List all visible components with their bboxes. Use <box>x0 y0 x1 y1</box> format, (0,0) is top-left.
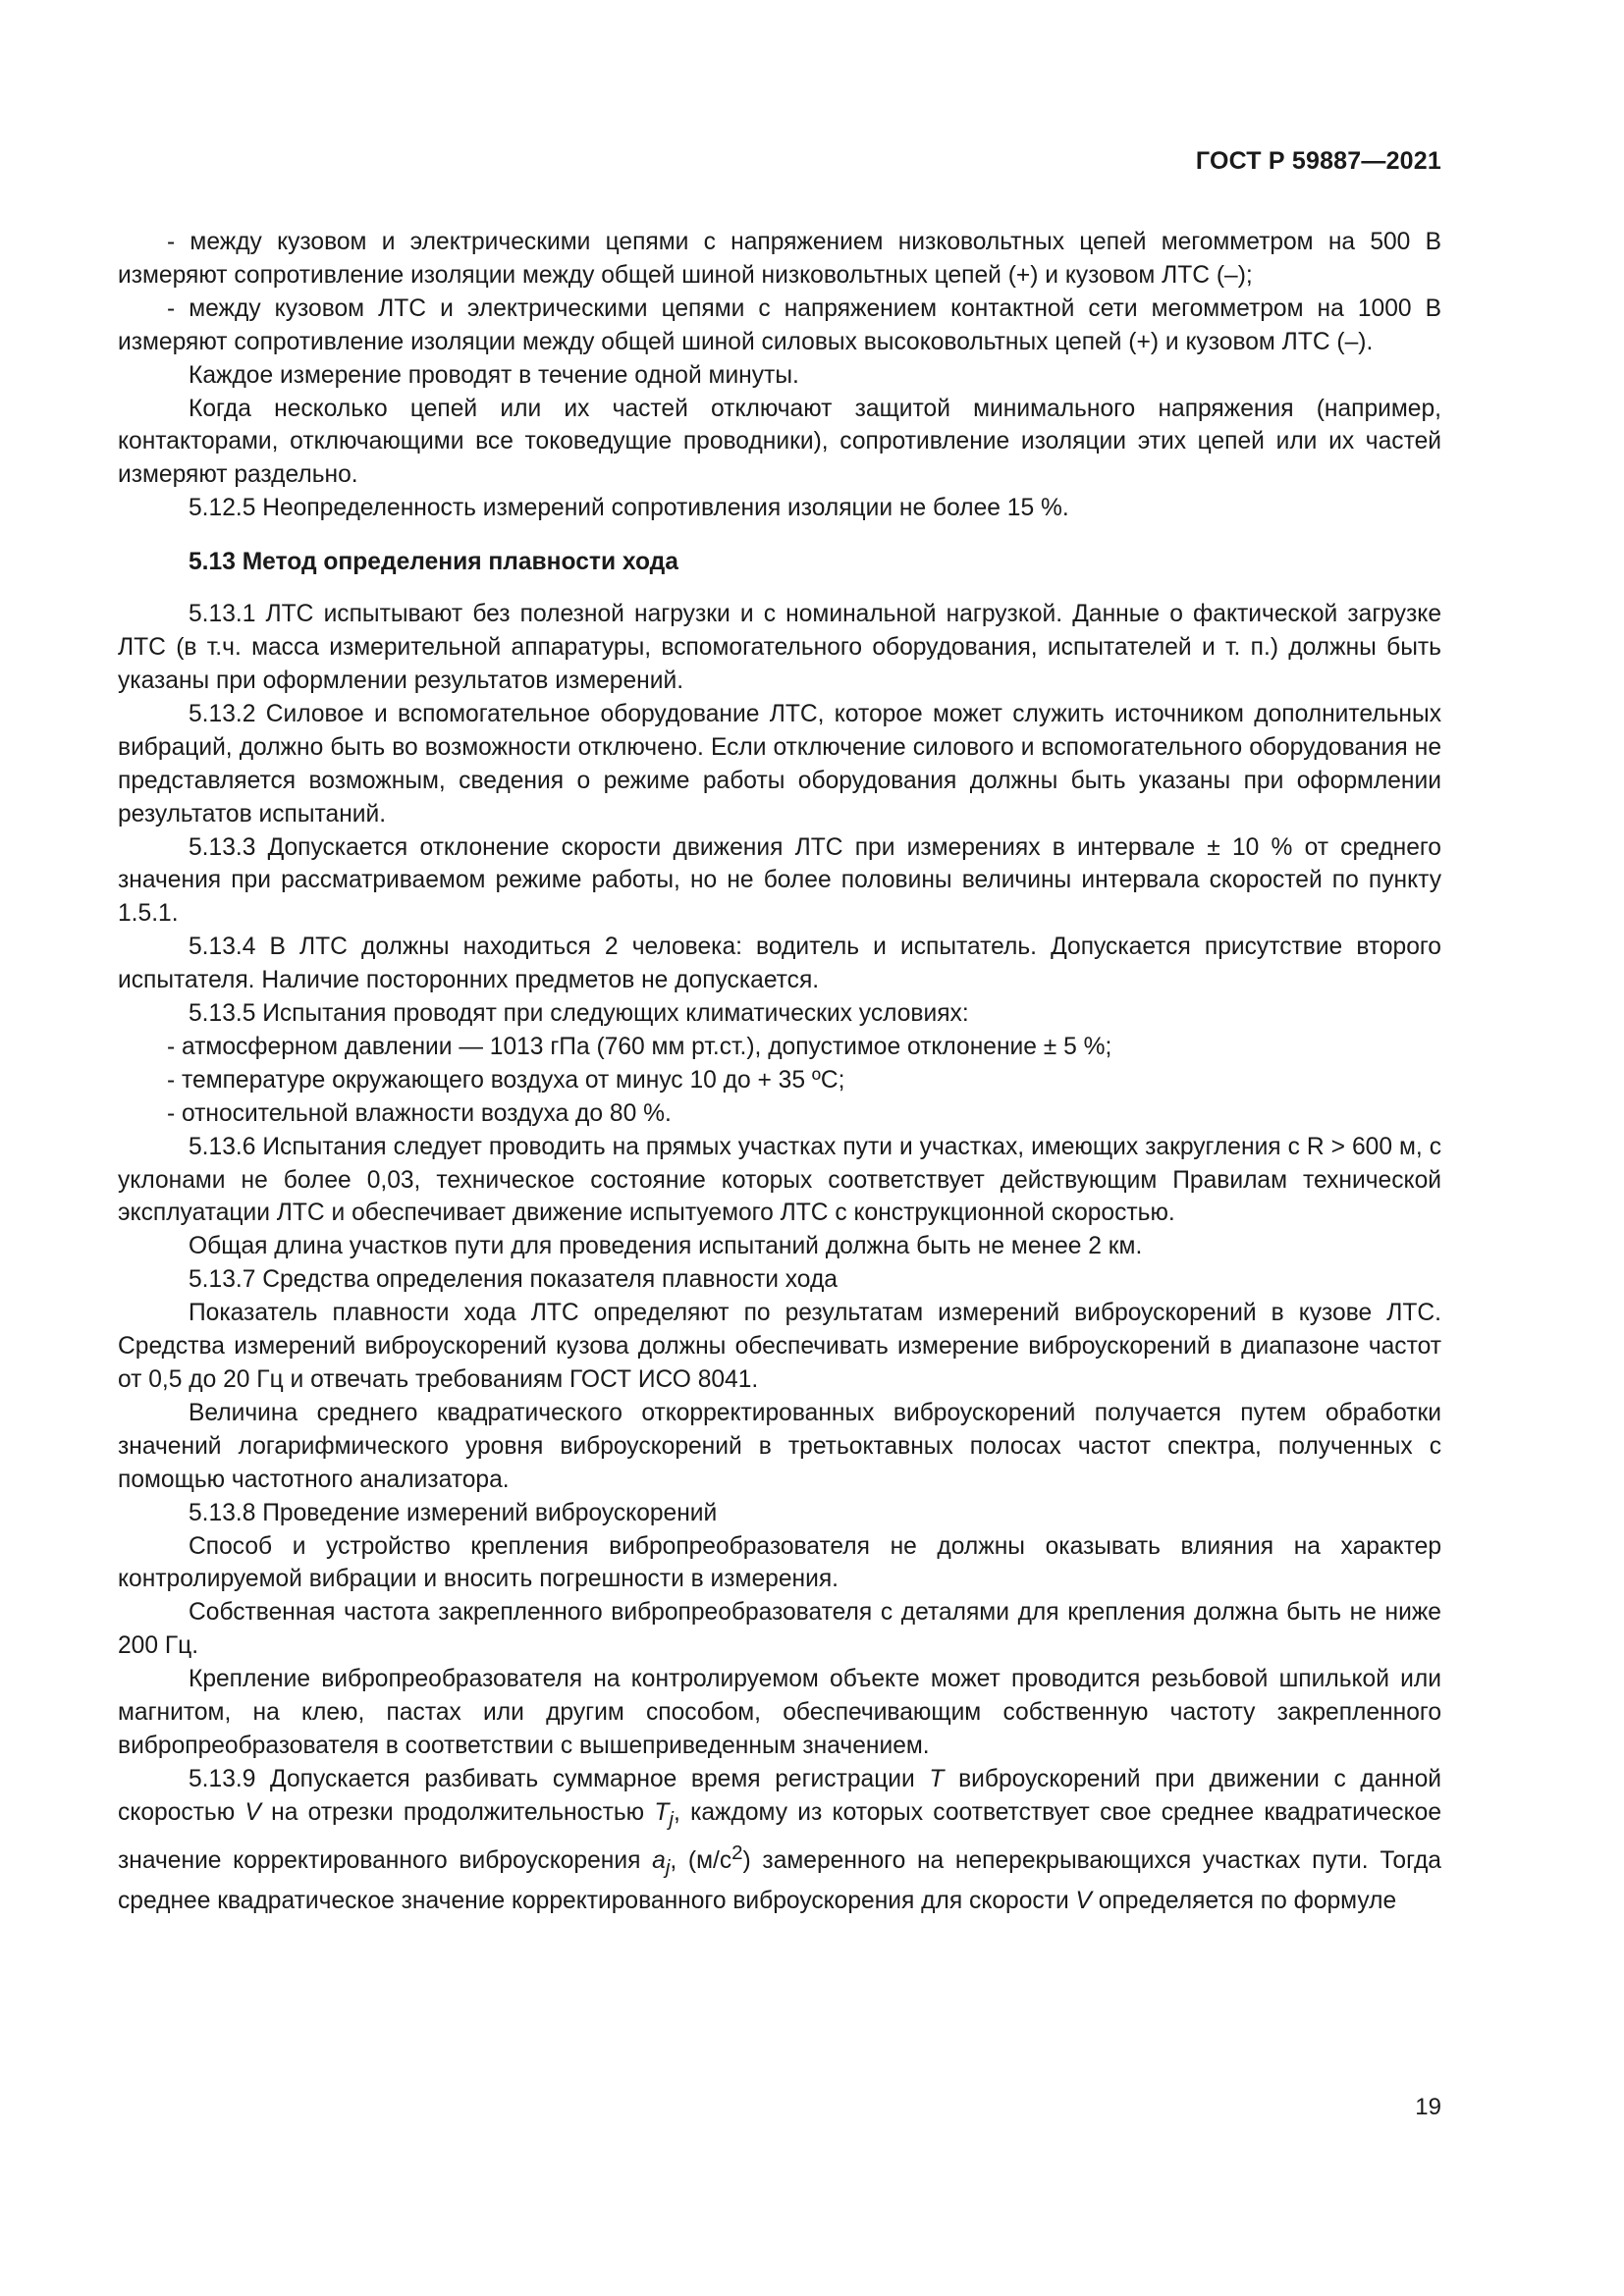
formula-intro-paragraph <box>118 1763 1441 1918</box>
subsection-title: 5.13.7 Средства определения показателя плавности хода <box>189 1266 838 1294</box>
paragraph: 5.12.5 Неопределенность измерений сопротивления изоляции не более 15 %. <box>189 495 1069 522</box>
variable-T: T <box>929 1765 945 1792</box>
text-run: , (м/с <box>670 1846 732 1874</box>
subscript-j: j <box>665 1855 671 1879</box>
variable-V: V <box>1075 1887 1092 1914</box>
paragraph: 5.13.6 Испытания следует проводить на прямых участках пути и участках, имеющих закругления с R > 600 м, с уклонами не более 0,03, техническое состояние которых соответствует действующим Правилам технической эксплуатации ЛТС и обеспечивает движение испытуемого ЛТС с конструкционной скоростью. <box>118 1133 1441 1227</box>
variable-V: V <box>244 1798 261 1826</box>
text-run: ) замеренного на неперекрывающихся участках пути. Тогда среднее квадратическое значение корректированного виброускорения для скорости <box>118 1846 1441 1914</box>
text-run: виброускорений при движении с данной скоростью <box>118 1765 1442 1826</box>
paragraph: 5.13.3 Допускается отклонение скорости движения ЛТС при измерениях в интервале ± 10 % от среднего значения при рассматриваемом режиме работы, но не более половины величины интервала скоростей по пункту 1.5.1. <box>118 833 1441 928</box>
paragraph: - между кузовом ЛТС и электрическими цепями с напряжением контактной сети мегомметром на 1000 В измеряют сопротивление изоляции между общей шиной силовых высоковольтных цепей (+) и кузовом ЛТС (–). <box>118 294 1441 355</box>
subsection-title: 5.13.8 Проведение измерений виброускорений <box>189 1499 718 1526</box>
text-run: определяется по формуле <box>1091 1887 1397 1914</box>
variable-Tj: T <box>654 1798 670 1826</box>
page-number: 19 <box>1415 2094 1441 2120</box>
section-heading: 5.13 Метод определения плавности хода <box>189 549 678 576</box>
standard-header: ГОСТ Р 59887—2021 <box>1195 147 1441 175</box>
document-body <box>118 226 1441 1918</box>
list-item: - атмосферном давлении — 1013 гПа (760 мм рт.ст.), допустимое отклонение ± 5 %; <box>167 1033 1112 1060</box>
superscript-2: 2 <box>731 1841 743 1864</box>
paragraph: 5.13.1 ЛТС испытывают без полезной нагрузки и с номинальной нагрузкой. Данные о фактической загрузке ЛТС (в т.ч. масса измерительной аппаратуры, вспомогательного оборудования, испытателей и т. п.) должны быть указаны при оформлении результатов измерений. <box>118 601 1441 694</box>
paragraph: Собственная частота закрепленного вибропреобразователя с деталями для крепления должна быть не ниже 200 Гц. <box>118 1599 1441 1660</box>
list-item: - относительной влажности воздуха до 80 %. <box>167 1099 672 1127</box>
paragraph: Показатель плавности хода ЛТС определяют по результатам измерений виброускорений в кузове ЛТС. Средства измерений виброускорений кузова должны обеспечивать измерение виброускорений в диапазоне частот от 0,5 до 20 Гц и отвечать требованиям ГОСТ ИСО 8041. <box>118 1300 1441 1393</box>
paragraph: - между кузовом и электрическими цепями с напряжением низковольтных цепей мегомметром на 500 В измеряют сопротивление изоляции между общей шиной низковольтных цепей (+) и кузовом ЛТС (–); <box>118 229 1441 289</box>
text-run: на отрезки продолжительностью <box>260 1798 655 1826</box>
subscript-j: j <box>669 1807 674 1831</box>
paragraph: 5.13.4 В ЛТС должны находиться 2 человека: водитель и испытатель. Допускается присутствие второго испытателя. Наличие посторонних предметов не допускается. <box>118 934 1441 994</box>
variable-aj: a <box>652 1846 666 1874</box>
paragraph: Каждое измерение проводят в течение одной минуты. <box>189 361 799 389</box>
text-run: , каждому из которых соответствует свое среднее квадратическое значение корректированного виброускорения <box>118 1798 1441 1874</box>
paragraph: 5.13.5 Испытания проводят при следующих климатических условиях: <box>189 1000 969 1028</box>
paragraph: Способ и устройство крепления вибропреобразователя не должны оказывать влияния на характер контролируемой вибрации и вносить погрешности в измерения. <box>118 1532 1441 1593</box>
paragraph: Когда несколько цепей или их частей отключают защитой минимального напряжения (например, контакторами, отключающими все токоведущие проводники), сопротивление изоляции этих цепей или их частей измеряют раздельно. <box>118 395 1441 489</box>
paragraph: Величина среднего квадратического откорректированных виброускорений получается путем обработки значений логарифмического уровня виброускорений в третьоктавных полосах частот спектра, полученных с помощью частотного анализатора. <box>118 1399 1441 1493</box>
list-item: - температуре окружающего воздуха от минус 10 до + 35 ºС; <box>167 1066 845 1094</box>
paragraph: 5.13.2 Силовое и вспомогательное оборудование ЛТС, которое может служить источником дополнительных вибраций, должно быть во возможности отключено. Если отключение силового и вспомогательного оборудования не представляется возможным, сведения о режиме работы оборудования должны быть указаны при оформлении результатов испытаний. <box>118 700 1441 828</box>
paragraph: Крепление вибропреобразователя на контролируемом объекте может проводится резьбовой шпилькой или магнитом, на клею, пастах или другим способом, обеспечивающим собственную частоту закрепленного вибропреобразователя в соответствии с вышеприведенным значением. <box>118 1666 1441 1759</box>
text-run: 5.13.9 Допускается разбивать суммарное время регистрации <box>189 1765 930 1792</box>
paragraph: Общая длина участков пути для проведения испытаний должна быть не менее 2 км. <box>189 1233 1143 1260</box>
